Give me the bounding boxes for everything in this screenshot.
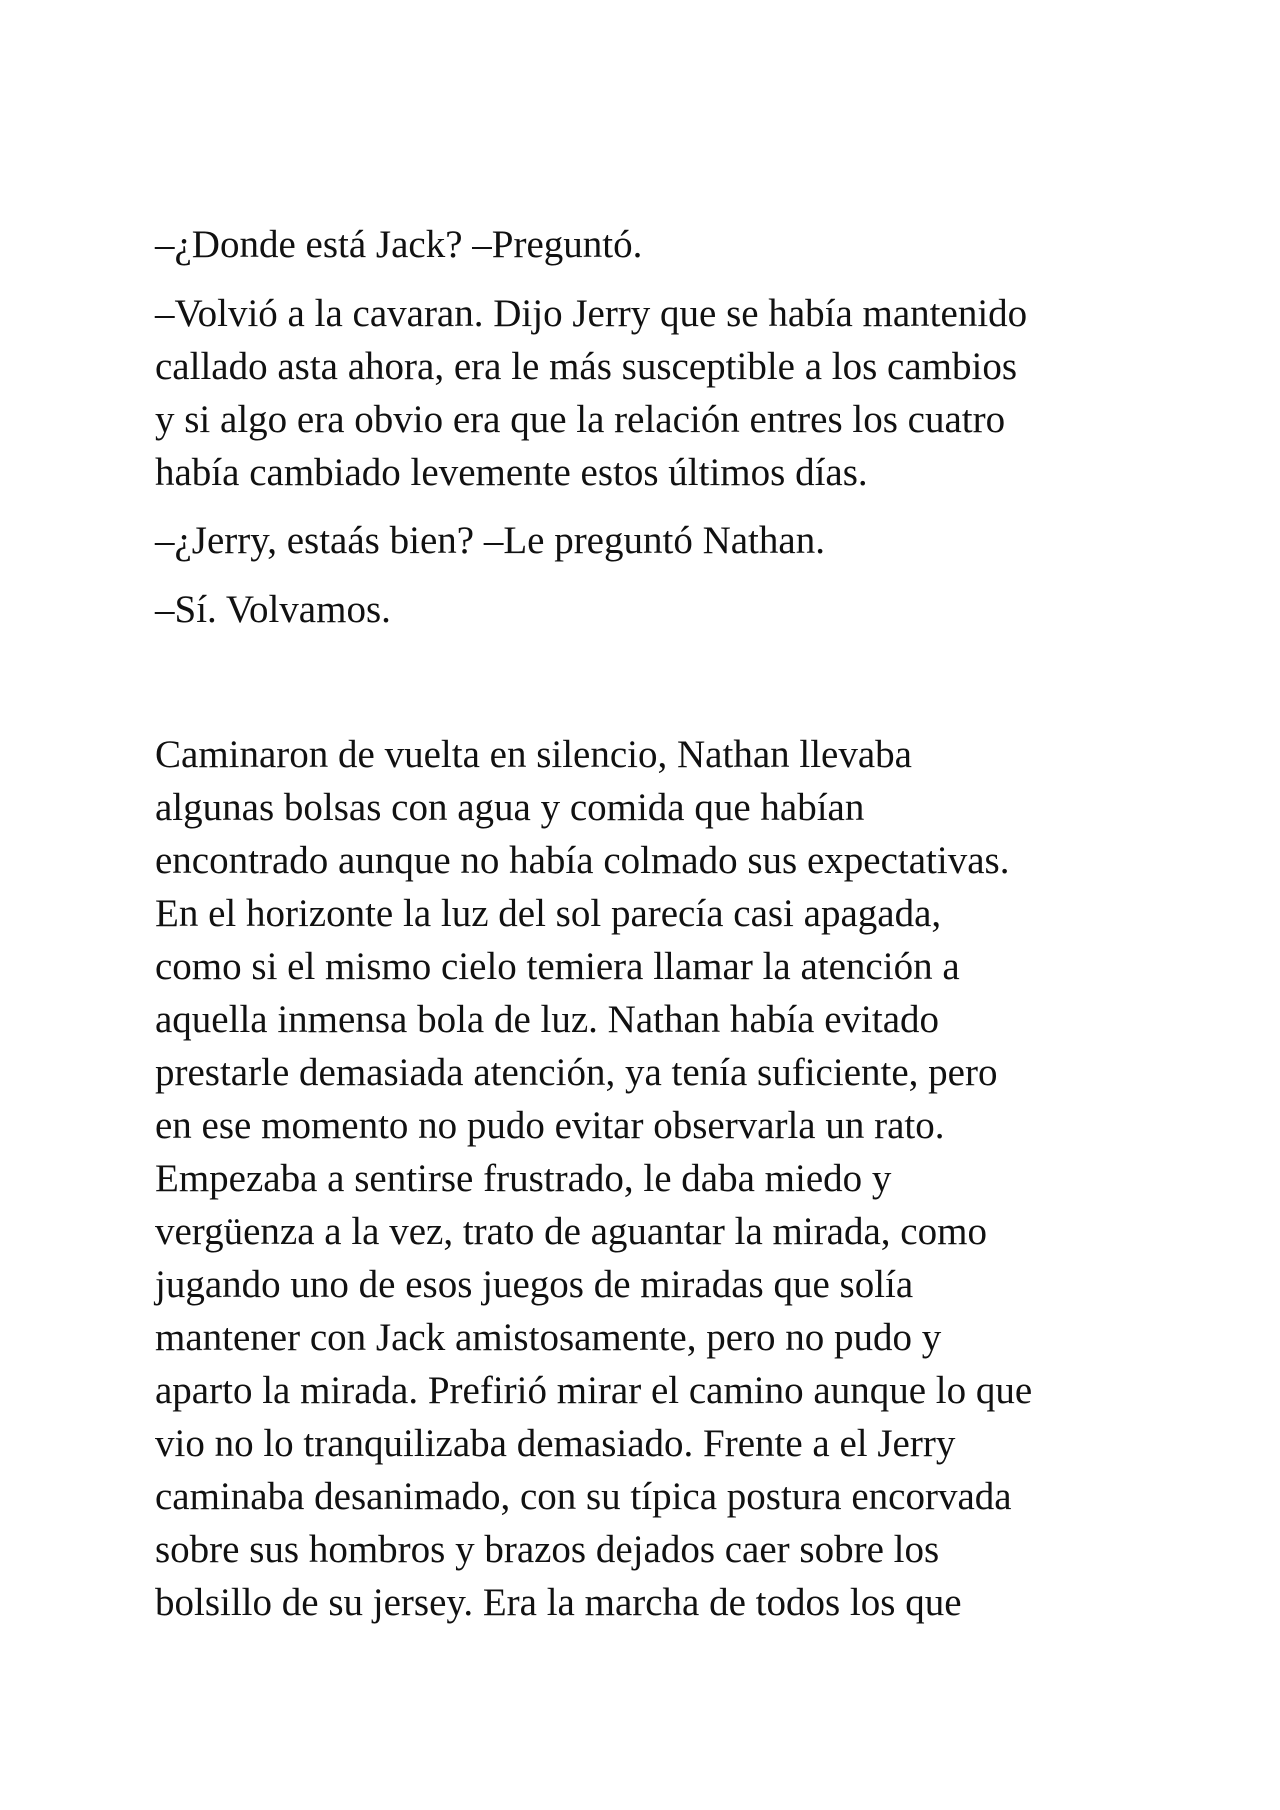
text-line: en ese momento no pudo evitar observarla un rato. — [155, 1104, 945, 1147]
paragraph-text — [155, 728, 1175, 1629]
paragraph-text — [155, 583, 1175, 636]
text-line: mantener con Jack amistosamente, pero no pudo y — [155, 1316, 942, 1359]
narrative-paragraph — [155, 728, 1175, 1629]
text-line: vio no lo tranquilizaba demasiado. Frente a el Jerry — [155, 1422, 956, 1465]
dialogue-paragraph — [155, 514, 1175, 567]
text-line: jugando uno de esos juegos de miradas que solía — [155, 1263, 914, 1306]
paragraph-text — [155, 218, 1175, 271]
text-line: prestarle demasiada atención, ya tenía suficiente, pero — [155, 1051, 998, 1094]
text-line: –¿Donde está Jack? –Preguntó. — [155, 223, 643, 266]
text-line: bolsillo de su jersey. Era la marcha de todos los que — [155, 1581, 962, 1624]
text-line: algunas bolsas con agua y comida que habían — [155, 786, 865, 829]
text-line: –¿Jerry, estaás bien? –Le preguntó Nathan. — [155, 519, 825, 562]
dialogue-paragraph — [155, 583, 1175, 636]
text-line: callado asta ahora, era le más susceptible a los cambios — [155, 345, 1017, 388]
text-line: caminaba desanimado, con su típica postura encorvada — [155, 1475, 1012, 1518]
text-line: Empezaba a sentirse frustrado, le daba miedo y — [155, 1157, 892, 1200]
paragraph-text — [155, 287, 1175, 499]
text-line: había cambiado levemente estos últimos días. — [155, 451, 868, 494]
text-line: aquella inmensa bola de luz. Nathan había evitado — [155, 998, 940, 1041]
text-line: Caminaron de vuelta en silencio, Nathan llevaba — [155, 733, 912, 776]
text-line: vergüenza a la vez, trato de aguantar la mirada, como — [155, 1210, 987, 1253]
paragraph-text — [155, 514, 1175, 567]
text-line: sobre sus hombros y brazos dejados caer sobre los — [155, 1528, 940, 1571]
dialogue-paragraph — [155, 287, 1175, 499]
text-line: y si algo era obvio era que la relación entres los cuatro — [155, 398, 1006, 441]
text-line: como si el mismo cielo temiera llamar la atención a — [155, 945, 960, 988]
text-line: aparto la mirada. Prefirió mirar el camino aunque lo que — [155, 1369, 1033, 1412]
text-line: –Volvió a la cavaran. Dijo Jerry que se había mantenido — [155, 292, 1028, 335]
text-line: –Sí. Volvamos. — [155, 588, 391, 631]
dialogue-paragraph — [155, 218, 1175, 271]
text-line: encontrado aunque no había colmado sus expectativas. — [155, 839, 1010, 882]
text-line: En el horizonte la luz del sol parecía casi apagada, — [155, 892, 942, 935]
